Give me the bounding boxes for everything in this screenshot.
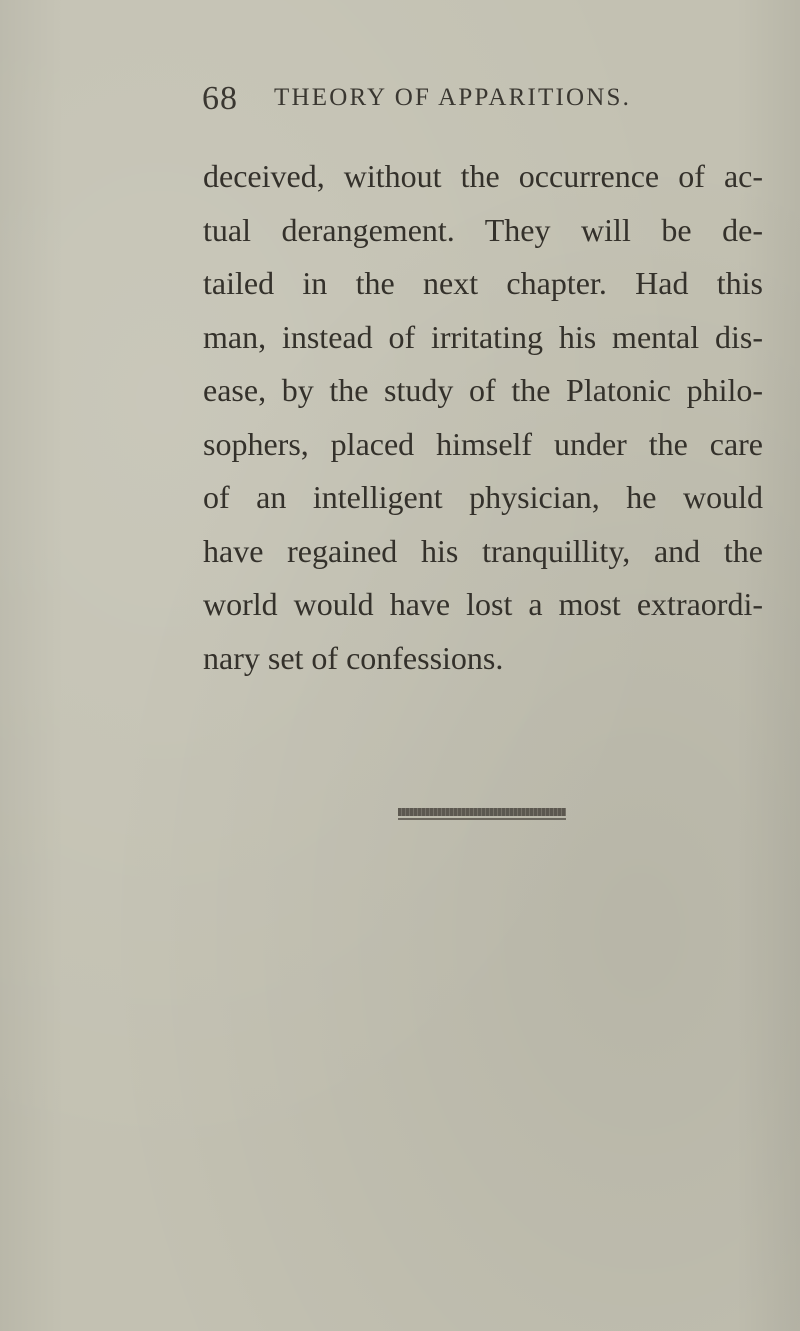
- text-line: world would have lost a most extraordi-: [203, 586, 763, 622]
- page-number: 68: [202, 80, 238, 117]
- body-paragraph: [203, 150, 763, 685]
- text-line: of an intelligent physician, he would: [203, 479, 763, 515]
- running-head: [202, 80, 682, 124]
- text-line: nary set of confessions.: [203, 639, 504, 676]
- text-line: tailed in the next chapter. Had this: [203, 265, 763, 301]
- section-end-rule: [398, 808, 566, 816]
- text-line: man, instead of irritating his mental dis-: [203, 318, 763, 355]
- text-line: have regained his tranquillity, and the: [203, 532, 763, 569]
- text-line: deceived, without the occurrence of ac-: [203, 158, 763, 194]
- text-line: tual derangement. They will be de-: [203, 211, 763, 248]
- text-line: ease, by the study of the Platonic philo-: [203, 372, 763, 408]
- text-line: sophers, placed himself under the care: [203, 425, 763, 462]
- running-title: THEORY OF APPARITIONS.: [274, 84, 632, 111]
